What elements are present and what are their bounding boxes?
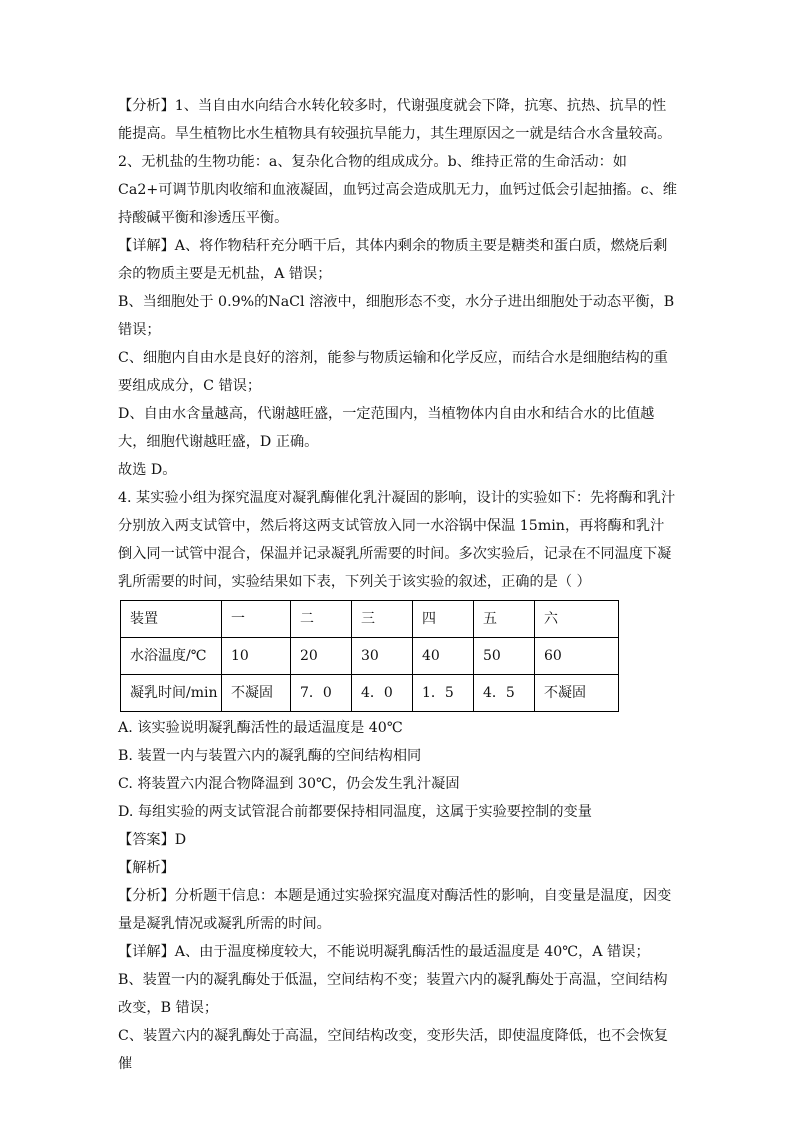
table-cell: 20 [291, 638, 352, 675]
table-cell: 4．5 [474, 675, 535, 712]
paragraph: 故选 D。 [118, 462, 177, 478]
table-cell: 不凝固 [535, 675, 619, 712]
table-cell: 装置 [121, 601, 222, 638]
table-cell: 40 [413, 638, 474, 675]
option-c: C. 将装置六内混合物降温到 30℃，仍会发生乳汁凝固 [118, 776, 460, 792]
paragraph: C、细胞内自由水是良好的溶剂，能参与物质运输和化学反应，而结合水是细胞结构的重要组成成分，C 错误； [118, 350, 668, 394]
table-cell: 水浴温度/℃ [121, 638, 222, 675]
results-table [120, 600, 619, 712]
table-cell: 4．0 [352, 675, 413, 712]
table-cell: 一 [222, 601, 291, 638]
paragraph: C、装置六内的凝乳酶处于高温，空间结构改变，变形失活，即使温度降低，也不会恢复催 [118, 1028, 668, 1072]
analysis-section [118, 92, 678, 596]
table-row [121, 675, 619, 712]
question-4-stem: 4. 某实验小组为探究温度对凝乳酶催化乳汁凝固的影响，设计的实验如下：先将酶和乳汁分别放入两支试管中，然后将这两支试管放入同一水浴锅中保温 15min，再将酶和乳汁倒入同一试管中混合，保温并记录凝乳所需要的时间。多次实验后，记录在不同温度下凝乳所需要的时间，实验结果如下表，下列关于该实验的叙述，正确的是（ ） [118, 490, 676, 590]
table-cell: 五 [474, 601, 535, 638]
table-cell: 50 [474, 638, 535, 675]
answer-options [118, 714, 678, 826]
paragraph: B、装置一内的凝乳酶处于低温，空间结构不变；装置六内的凝乳酶处于高温，空间结构改变，B 错误； [118, 972, 668, 1016]
table-cell: 六 [535, 601, 619, 638]
paragraph: 【分析】1、当自由水向结合水转化较多时，代谢强度就会下降，抗寒、抗热、抗旱的性能提高。旱生植物比水生植物具有较强抗旱能力，其生理原因之一就是结合水含量较高。 [118, 98, 672, 142]
option-b: B. 装置一内与装置六内的凝乳酶的空间结构相同 [118, 748, 422, 764]
table-cell: 1．5 [413, 675, 474, 712]
paragraph: 【详解】A、由于温度梯度较大，不能说明凝乳酶活性的最适温度是 40℃，A 错误； [118, 944, 650, 960]
table-row [121, 601, 619, 638]
answer-line: 【答案】D [118, 832, 187, 848]
solution-section [118, 826, 678, 1078]
explanation-heading: 【解析】 [118, 860, 175, 876]
paragraph: B、当细胞处于 0.9%的NaCl 溶液中，细胞形态不变，水分子进出细胞处于动态平衡，B 错误； [118, 294, 675, 338]
document-body [118, 92, 678, 1078]
option-a: A. 该实验说明凝乳酶活性的最适温度是 40℃ [118, 720, 403, 736]
paragraph: 【详解】A、将作物秸秆充分晒干后，其体内剩余的物质主要是糖类和蛋白质，燃烧后剩余的物质主要是无机盐，A 错误； [118, 238, 668, 282]
paragraph: D、自由水含量越高，代谢越旺盛，一定范围内，当植物体内自由水和结合水的比值越大，细胞代谢越旺盛，D 正确。 [118, 406, 655, 450]
table-row [121, 638, 619, 675]
table-cell: 30 [352, 638, 413, 675]
table-cell: 三 [352, 601, 413, 638]
table-cell: 10 [222, 638, 291, 675]
paragraph: 【分析】分析题干信息：本题是通过实验探究温度对酶活性的影响，自变量是温度，因变量是凝乳情况或凝乳所需的时间。 [118, 888, 672, 932]
table-cell: 四 [413, 601, 474, 638]
table-cell: 二 [291, 601, 352, 638]
paragraph: 2、无机盐的生物功能：a、复杂化合物的组成成分。b、维持正常的生命活动：如Ca2+可调节肌肉收缩和血液凝固，血钙过高会造成肌无力，血钙过低会引起抽搐。c、维持酸碱平衡和渗透压平衡。 [118, 154, 677, 226]
table-cell: 凝乳时间/min [121, 675, 222, 712]
table-cell: 不凝固 [222, 675, 291, 712]
table-cell: 60 [535, 638, 619, 675]
table-cell: 7．0 [291, 675, 352, 712]
option-d: D. 每组实验的两支试管混合前都要保持相同温度，这属于实验要控制的变量 [118, 804, 592, 820]
